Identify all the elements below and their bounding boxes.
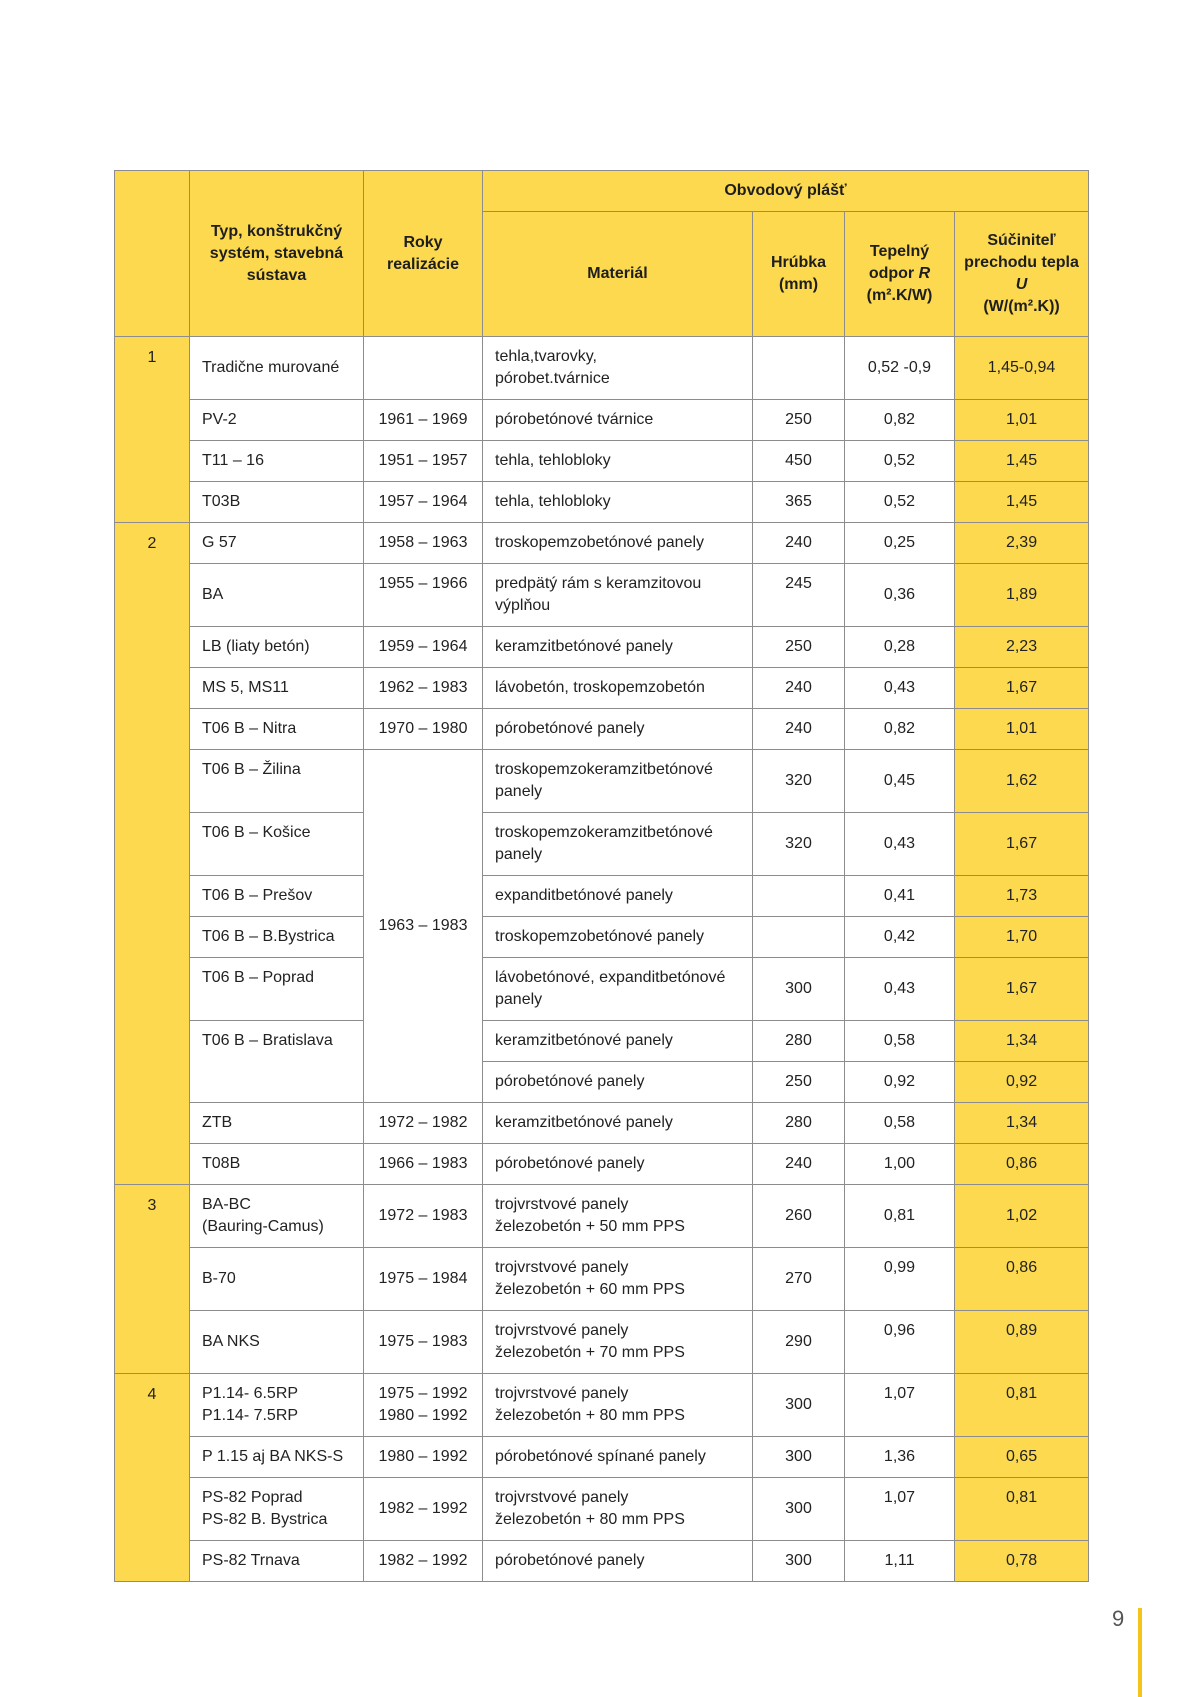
cell-sucinitel: 1,01	[955, 709, 1089, 750]
cell-sucinitel: 0,81	[955, 1374, 1089, 1437]
table-row	[115, 917, 1089, 958]
header-group	[115, 171, 190, 337]
cell-roky: 1975 – 1992 1980 – 1992	[364, 1374, 483, 1437]
cell-typ: MS 5, MS11	[190, 668, 364, 709]
cell-sucinitel: 1,89	[955, 564, 1089, 627]
cell-roky	[364, 337, 483, 400]
cell-hrubka: 240	[753, 1144, 845, 1185]
group-number: 1	[115, 337, 190, 523]
cell-tepelny-odpor: 1,07	[845, 1374, 955, 1437]
cell-roky: 1970 – 1980	[364, 709, 483, 750]
cell-hrubka	[753, 917, 845, 958]
table-row	[115, 1103, 1089, 1144]
cell-hrubka: 260	[753, 1185, 845, 1248]
table-row	[115, 441, 1089, 482]
cell-material: pórobetónové panely	[483, 709, 753, 750]
cell-sucinitel: 1,45	[955, 482, 1089, 523]
cell-typ: T06 B – Nitra	[190, 709, 364, 750]
cell-typ: P 1.15 aj BA NKS-S	[190, 1437, 364, 1478]
cell-material: troskopemzobetónové panely	[483, 917, 753, 958]
cell-sucinitel: 0,86	[955, 1248, 1089, 1311]
cell-typ: G 57	[190, 523, 364, 564]
cell-sucinitel: 1,62	[955, 750, 1089, 813]
cell-tepelny-odpor: 0,52 -0,9	[845, 337, 955, 400]
cell-hrubka: 320	[753, 750, 845, 813]
cell-hrubka: 280	[753, 1021, 845, 1062]
cell-material: troskopemzokeramzitbetónové panely	[483, 813, 753, 876]
table-row	[115, 668, 1089, 709]
group-number: 3	[115, 1185, 190, 1374]
cell-tepelny-odpor: 0,45	[845, 750, 955, 813]
cell-sucinitel: 1,02	[955, 1185, 1089, 1248]
cell-tepelny-odpor: 0,41	[845, 876, 955, 917]
cell-material: keramzitbetónové panely	[483, 1103, 753, 1144]
cell-typ: BA NKS	[190, 1311, 364, 1374]
header-roky: Roky realizácie	[364, 171, 483, 337]
table-row	[115, 1021, 1089, 1062]
cell-typ: T06 B – B.Bystrica	[190, 917, 364, 958]
cell-tepelny-odpor: 1,11	[845, 1541, 955, 1582]
cell-roky: 1955 – 1966	[364, 564, 483, 627]
table-row	[115, 337, 1089, 400]
page-accent-bar	[1138, 1608, 1142, 1697]
cell-typ: ZTB	[190, 1103, 364, 1144]
cell-sucinitel: 1,73	[955, 876, 1089, 917]
cell-material: lávobetónové, expanditbetónové panely	[483, 958, 753, 1021]
cell-typ: B-70	[190, 1248, 364, 1311]
cell-material: trojvrstvové panely železobetón + 80 mm PPS	[483, 1478, 753, 1541]
table-row	[115, 1144, 1089, 1185]
cell-roky: 1975 – 1984	[364, 1248, 483, 1311]
cell-sucinitel: 0,92	[955, 1062, 1089, 1103]
table-row	[115, 1248, 1089, 1311]
table-row	[115, 400, 1089, 441]
cell-material: lávobetón, troskopemzobetón	[483, 668, 753, 709]
cell-tepelny-odpor: 0,36	[845, 564, 955, 627]
table-row	[115, 1311, 1089, 1374]
cell-roky: 1972 – 1982	[364, 1103, 483, 1144]
cell-sucinitel: 1,01	[955, 400, 1089, 441]
cell-roky: 1975 – 1983	[364, 1311, 483, 1374]
cell-sucinitel: 1,45	[955, 441, 1089, 482]
cell-hrubka: 245	[753, 564, 845, 627]
cell-roky: 1958 – 1963	[364, 523, 483, 564]
cell-tepelny-odpor: 0,82	[845, 400, 955, 441]
header-sucinitel: Súčiniteľ prechodu tepla U (W/(m².K))	[955, 212, 1089, 337]
table-row	[115, 564, 1089, 627]
cell-roky: 1982 – 1992	[364, 1541, 483, 1582]
cell-sucinitel: 0,65	[955, 1437, 1089, 1478]
cell-sucinitel: 1,67	[955, 958, 1089, 1021]
cell-typ: Tradične murované	[190, 337, 364, 400]
cell-typ: PV-2	[190, 400, 364, 441]
cell-sucinitel: 1,34	[955, 1103, 1089, 1144]
cell-tepelny-odpor: 0,28	[845, 627, 955, 668]
cell-sucinitel: 1,67	[955, 668, 1089, 709]
cell-hrubka: 280	[753, 1103, 845, 1144]
table-row	[115, 1437, 1089, 1478]
cell-hrubka: 300	[753, 1437, 845, 1478]
cell-tepelny-odpor: 0,42	[845, 917, 955, 958]
header-material: Materiál	[483, 212, 753, 337]
insulation-table	[114, 170, 1089, 1582]
cell-hrubka: 250	[753, 1062, 845, 1103]
group-number: 4	[115, 1374, 190, 1582]
cell-typ: BA-BC (Bauring-Camus)	[190, 1185, 364, 1248]
cell-material: keramzitbetónové panely	[483, 627, 753, 668]
cell-hrubka	[753, 337, 845, 400]
table-row	[115, 876, 1089, 917]
table-body	[115, 337, 1089, 1582]
cell-material: pórobetónové spínané panely	[483, 1437, 753, 1478]
cell-tepelny-odpor: 1,36	[845, 1437, 955, 1478]
cell-material: troskopemzokeramzitbetónové panely	[483, 750, 753, 813]
cell-tepelny-odpor: 0,25	[845, 523, 955, 564]
cell-tepelny-odpor: 0,52	[845, 482, 955, 523]
cell-tepelny-odpor: 0,81	[845, 1185, 955, 1248]
cell-typ: PS-82 Poprad PS-82 B. Bystrica	[190, 1478, 364, 1541]
cell-material: pórobetónové panely	[483, 1144, 753, 1185]
table-row	[115, 958, 1089, 1021]
cell-hrubka: 365	[753, 482, 845, 523]
table-row	[115, 813, 1089, 876]
cell-tepelny-odpor: 0,96	[845, 1311, 955, 1374]
cell-roky: 1961 – 1969	[364, 400, 483, 441]
cell-hrubka: 240	[753, 668, 845, 709]
cell-roky: 1957 – 1964	[364, 482, 483, 523]
cell-hrubka: 300	[753, 1374, 845, 1437]
cell-typ: T11 – 16	[190, 441, 364, 482]
cell-typ: T08B	[190, 1144, 364, 1185]
cell-material: tehla, tehlobloky	[483, 441, 753, 482]
cell-tepelny-odpor: 0,92	[845, 1062, 955, 1103]
cell-hrubka: 250	[753, 627, 845, 668]
cell-typ: T06 B – Košice	[190, 813, 364, 876]
cell-roky: 1959 – 1964	[364, 627, 483, 668]
cell-material: tehla,tvarovky, pórobet.tvárnice	[483, 337, 753, 400]
table-row	[115, 523, 1089, 564]
cell-material: predpätý rám s keramzitovou výplňou	[483, 564, 753, 627]
cell-typ: T06 B – Bratislava	[190, 1021, 364, 1103]
cell-tepelny-odpor: 0,52	[845, 441, 955, 482]
table-row	[115, 482, 1089, 523]
cell-hrubka: 300	[753, 1478, 845, 1541]
cell-roky: 1966 – 1983	[364, 1144, 483, 1185]
cell-tepelny-odpor: 1,00	[845, 1144, 955, 1185]
cell-sucinitel: 0,89	[955, 1311, 1089, 1374]
cell-roky: 1972 – 1983	[364, 1185, 483, 1248]
cell-sucinitel: 2,23	[955, 627, 1089, 668]
cell-typ: T06 B – Prešov	[190, 876, 364, 917]
cell-typ: P1.14- 6.5RP P1.14- 7.5RP	[190, 1374, 364, 1437]
cell-hrubka: 250	[753, 400, 845, 441]
cell-sucinitel: 1,70	[955, 917, 1089, 958]
cell-tepelny-odpor: 0,58	[845, 1103, 955, 1144]
cell-hrubka: 450	[753, 441, 845, 482]
header-typ: Typ, konštrukčný systém, stavebná sústava	[190, 171, 364, 337]
table-header	[115, 171, 1089, 337]
header-obvodovy-plast: Obvodový plášť	[483, 171, 1089, 212]
header-tepelny-odpor: Tepelný odpor R (m².K/W)	[845, 212, 955, 337]
cell-hrubka: 300	[753, 958, 845, 1021]
cell-tepelny-odpor: 0,43	[845, 813, 955, 876]
cell-typ: T03B	[190, 482, 364, 523]
cell-typ: BA	[190, 564, 364, 627]
cell-material: trojvrstvové panely železobetón + 70 mm PPS	[483, 1311, 753, 1374]
cell-roky: 1982 – 1992	[364, 1478, 483, 1541]
cell-roky: 1962 – 1983	[364, 668, 483, 709]
cell-tepelny-odpor: 1,07	[845, 1478, 955, 1541]
cell-typ: T06 B – Poprad	[190, 958, 364, 1021]
cell-hrubka: 320	[753, 813, 845, 876]
cell-tepelny-odpor: 0,82	[845, 709, 955, 750]
cell-material: tehla, tehlobloky	[483, 482, 753, 523]
cell-tepelny-odpor: 0,43	[845, 668, 955, 709]
header-hrubka: Hrúbka (mm)	[753, 212, 845, 337]
cell-tepelny-odpor: 0,58	[845, 1021, 955, 1062]
cell-material: trojvrstvové panely železobetón + 60 mm PPS	[483, 1248, 753, 1311]
cell-roky: 1951 – 1957	[364, 441, 483, 482]
cell-typ: PS-82 Trnava	[190, 1541, 364, 1582]
page-number: 9	[1112, 1606, 1125, 1631]
table-row	[115, 1478, 1089, 1541]
table-row	[115, 1185, 1089, 1248]
cell-material: pórobetónové panely	[483, 1541, 753, 1582]
table-row	[115, 1374, 1089, 1437]
cell-sucinitel: 2,39	[955, 523, 1089, 564]
table-row	[115, 709, 1089, 750]
cell-material: pórobetónové tvárnice	[483, 400, 753, 441]
cell-roky: 1980 – 1992	[364, 1437, 483, 1478]
cell-hrubka: 240	[753, 523, 845, 564]
table-row	[115, 750, 1089, 813]
cell-material: troskopemzobetónové panely	[483, 523, 753, 564]
cell-sucinitel: 0,81	[955, 1478, 1089, 1541]
cell-roky-merged: 1963 – 1983	[364, 750, 483, 1103]
cell-material: pórobetónové panely	[483, 1062, 753, 1103]
cell-sucinitel: 1,67	[955, 813, 1089, 876]
cell-material: trojvrstvové panely železobetón + 50 mm PPS	[483, 1185, 753, 1248]
cell-hrubka: 290	[753, 1311, 845, 1374]
cell-material: expanditbetónové panely	[483, 876, 753, 917]
cell-sucinitel: 0,78	[955, 1541, 1089, 1582]
cell-tepelny-odpor: 0,43	[845, 958, 955, 1021]
table-row	[115, 1541, 1089, 1582]
cell-sucinitel: 0,86	[955, 1144, 1089, 1185]
cell-hrubka: 300	[753, 1541, 845, 1582]
cell-sucinitel: 1,45-0,94	[955, 337, 1089, 400]
cell-material: trojvrstvové panely železobetón + 80 mm PPS	[483, 1374, 753, 1437]
cell-typ: T06 B – Žilina	[190, 750, 364, 813]
cell-hrubka: 240	[753, 709, 845, 750]
cell-hrubka: 270	[753, 1248, 845, 1311]
cell-tepelny-odpor: 0,99	[845, 1248, 955, 1311]
cell-sucinitel: 1,34	[955, 1021, 1089, 1062]
group-number: 2	[115, 523, 190, 1185]
table-row	[115, 627, 1089, 668]
cell-typ: LB (liaty betón)	[190, 627, 364, 668]
cell-material: keramzitbetónové panely	[483, 1021, 753, 1062]
cell-hrubka	[753, 876, 845, 917]
